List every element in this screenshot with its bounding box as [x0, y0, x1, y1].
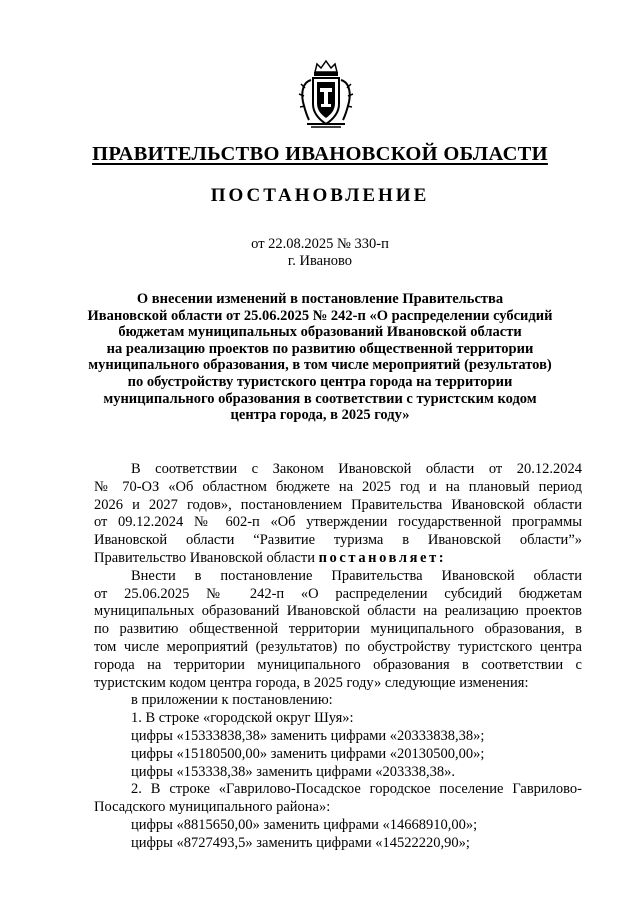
document-subject: [60, 291, 580, 424]
body-line: Ивановской области “Развитие туризма в Ивановской области”»: [94, 532, 582, 549]
body-line: от 09.12.2024 № 602-п «Об утверждении государственной программы: [94, 514, 582, 531]
subject-line: бюджетам муниципальных образований Ивановской области: [118, 324, 522, 341]
document-body: [94, 461, 582, 853]
body-line: В соответствии с Законом Ивановской области от 20.12.2024: [131, 461, 582, 477]
replacement-line: цифры «153338,38» заменить цифрами «203338,38».: [131, 763, 456, 780]
body-line: муниципальных образований Ивановской области на реализацию проектов: [94, 603, 582, 620]
subject-line: центра города, в 2025 году»: [230, 407, 410, 424]
document-date-number: от 22.08.2025 № 330-п: [251, 236, 389, 252]
body-line: 2026 и 2027 годов», постановлением Правительства Ивановской области: [94, 496, 582, 513]
body-line: в приложении к постановлению:: [131, 692, 333, 709]
body-line: Внести в постановление Правительства Ивановской области: [131, 567, 582, 584]
item-title: 2. В строке «Гаврилово-Посадское городское поселение Гаврилово-: [131, 781, 582, 798]
body-line: № 70-ОЗ «Об областном бюджете на 2025 год и на плановый период: [94, 478, 582, 495]
body-line: туристским кодом центра города, в 2025 году» следующие изменения:: [94, 674, 529, 691]
subject-line: Ивановской области от 25.06.2025 № 242-п «О распределении субсидий: [87, 307, 553, 324]
replacement-line: цифры «8815650,00» заменить цифрами «14668910,00»;: [131, 816, 478, 833]
item-title: 1. В строке «городской округ Шуя»:: [131, 710, 354, 727]
document-city: г. Иваново: [287, 253, 353, 269]
resolution-word: постановляет:: [318, 549, 447, 566]
item-title: Посадского муниципального района»:: [94, 799, 331, 816]
body-text-fragment: Правительство Ивановской области: [94, 549, 319, 566]
replacement-line: цифры «15333838,38» заменить цифрами «20333838,38»;: [131, 727, 485, 744]
organization-title: ПРАВИТЕЛЬСТВО ИВАНОВСКОЙ ОБЛАСТИ: [92, 143, 548, 165]
replacement-line: цифры «15180500,00» заменить цифрами «20130500,00»;: [131, 745, 485, 762]
subject-line: по обустройству туристского центра города на территории: [127, 373, 513, 390]
coat-of-arms-icon: [297, 58, 355, 130]
body-line: [94, 550, 582, 568]
subject-line: О внесении изменений в постановление Правительства: [136, 291, 504, 307]
body-line: том числе мероприятий (результатов) по обустройству туристского центра: [94, 638, 582, 655]
document-date-block: [0, 236, 640, 270]
subject-line: на реализацию проектов по развитию общественной территории: [106, 340, 534, 357]
document-type: ПОСТАНОВЛЕНИЕ: [210, 185, 430, 206]
body-line: от 25.06.2025 № 242-п «О распределении субсидий бюджетам: [94, 585, 582, 602]
body-line: города на территории муниципального образования в соответствии с: [94, 656, 582, 673]
replacement-line: цифры «8727493,5» заменить цифрами «14522220,90»;: [131, 834, 470, 851]
subject-line: муниципального образования в соответствии с туристским кодом: [103, 390, 537, 407]
subject-line: муниципального образования, в том числе мероприятий (результатов): [88, 357, 552, 374]
body-line: по развитию общественной территории муниципального образования, в: [94, 621, 582, 638]
